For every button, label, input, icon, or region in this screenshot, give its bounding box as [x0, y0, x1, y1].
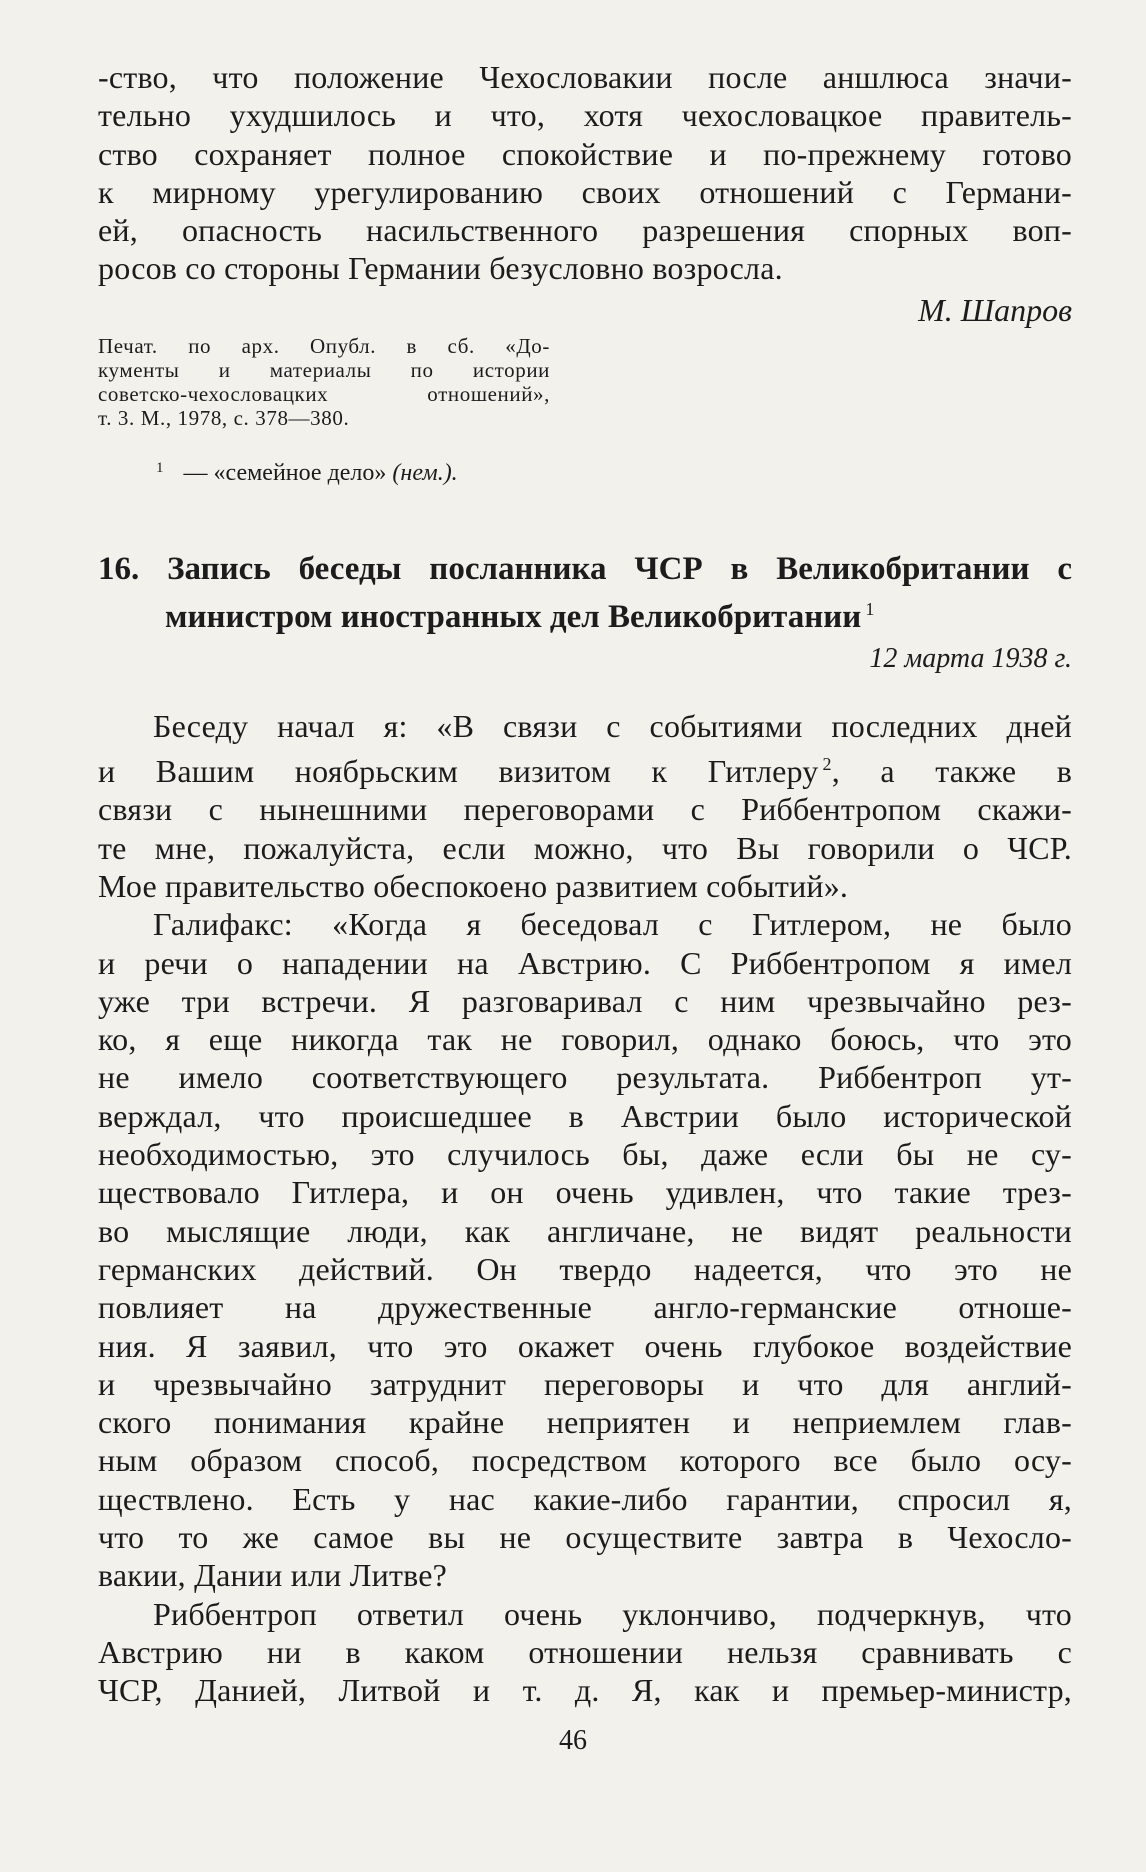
text-line: -ство, что положение Чехословакии после аншлюса значи-	[98, 59, 1072, 95]
source-line: кументы и материалы по истории	[98, 357, 550, 382]
text-line: и речи о нападении на Австрию. С Риббентропом я имел	[98, 944, 1072, 981]
footnote	[98, 454, 1072, 487]
paragraph	[98, 1595, 1072, 1710]
text-line: ния. Я заявил, что это окажет очень глубокое воздействие	[98, 1327, 1072, 1364]
text-segment: и Вашим ноябрьским визитом к Гитлеру	[98, 753, 819, 790]
heading-line	[98, 589, 1072, 637]
footnote-text: — «семейное дело»	[183, 459, 387, 486]
footnote-ref: 2	[822, 754, 832, 775]
text-line: ко, я еще никогда так не говорил, однако боюсь, что это	[98, 1021, 1072, 1058]
page-number: 46	[559, 1725, 587, 1756]
text-line: Мое правительство обеспокоено развитием событий».	[98, 867, 849, 904]
source-line: Печат. по арх. Опубл. в сб. «До-	[98, 333, 550, 358]
text-line: уже три встречи. Я разговаривал с ним чрезвычайно рез-	[98, 982, 1072, 1019]
text-line: во мыслящие люди, как англичане, не видят реальности	[98, 1212, 1072, 1249]
footnote-language: (нем.).	[392, 459, 458, 486]
text-line: ского понимания крайне неприятен и неприемлем глав-	[98, 1404, 1072, 1441]
text-line: связи с нынешними переговорами с Риббентропом скажи-	[98, 791, 1072, 828]
paragraph	[98, 905, 1072, 1594]
footnote-number: 1	[156, 459, 164, 476]
text-line: ЧСР, Данией, Литвой и т. д. Я, как и премьер-министр,	[98, 1672, 1072, 1709]
heading-footnote-ref: 1	[865, 598, 875, 619]
text-line: тельно ухудшилось и что, хотя чехословацкое правитель-	[98, 97, 1072, 134]
text-line: ществлено. Есть у нас какие-либо гарантии, спросил я,	[98, 1480, 1072, 1517]
signature: М. Шапров	[918, 291, 1072, 328]
text-line: те мне, пожалуйста, если можно, что Вы говорили о ЧСР.	[98, 829, 1072, 866]
text-line: Беседу начал я: «В связи с событиями последних дней	[153, 707, 1072, 744]
source-note	[98, 334, 550, 430]
text-line: ным образом способ, посредством которого все было осу-	[98, 1442, 1072, 1479]
text-line: что то же самое вы не осуществите завтра в Чехосло-	[98, 1519, 1072, 1556]
text-line: не имело соответствующего результата. Риббентроп ут-	[98, 1059, 1072, 1096]
intro-paragraph	[98, 58, 1072, 288]
text-line: повлияет на дружественные англо-германские отноше-	[98, 1289, 1072, 1326]
document-date: 12 марта 1938 г.	[869, 642, 1072, 674]
text-line: ществовало Гитлера, и он очень удивлен, что такие трез-	[98, 1174, 1072, 1211]
paragraph	[98, 707, 1072, 905]
text-line: Австрию ни в каком отношении нельзя сравнивать с	[98, 1633, 1072, 1670]
text-line: ей, опасность насильственного разрешения спорных воп-	[98, 212, 1072, 249]
heading-line: 16. Запись беседы посланника ЧСР в Великобритании с	[98, 550, 1072, 587]
text-line: Риббентроп ответил очень уклончиво, подчеркнув, что	[153, 1595, 1072, 1632]
text-line: германских действий. Он твердо надеется, что это не	[98, 1250, 1072, 1287]
text-line: необходимостью, это случилось бы, даже если бы не су-	[98, 1136, 1072, 1173]
text-line	[98, 745, 1072, 790]
text-line: Галифакс: «Когда я беседовал с Гитлером, не было	[153, 906, 1072, 943]
document-heading	[98, 549, 1072, 637]
text-segment: , а также в	[831, 753, 1072, 790]
source-line: т. 3. М., 1978, с. 378—380.	[98, 405, 350, 430]
text-line: верждал, что происшедшее в Австрии было исторической	[98, 1097, 1072, 1134]
document-page	[98, 58, 1072, 1710]
text-line: и чрезвычайно затруднит переговоры и что для англий-	[98, 1365, 1072, 1402]
heading-text: министром иностранных дел Великобритании	[165, 598, 862, 635]
text-line: вакии, Дании или Литве?	[98, 1557, 448, 1594]
document-body	[98, 707, 1072, 1710]
text-line: ство сохраняет полное спокойствие и по-прежнему готово	[98, 135, 1072, 172]
text-line: к мирному урегулированию своих отношений с Германи-	[98, 173, 1072, 210]
text-line: росов со стороны Германии безусловно возросла.	[98, 250, 783, 287]
source-line: советско-чехословацких отношений»,	[98, 381, 550, 406]
